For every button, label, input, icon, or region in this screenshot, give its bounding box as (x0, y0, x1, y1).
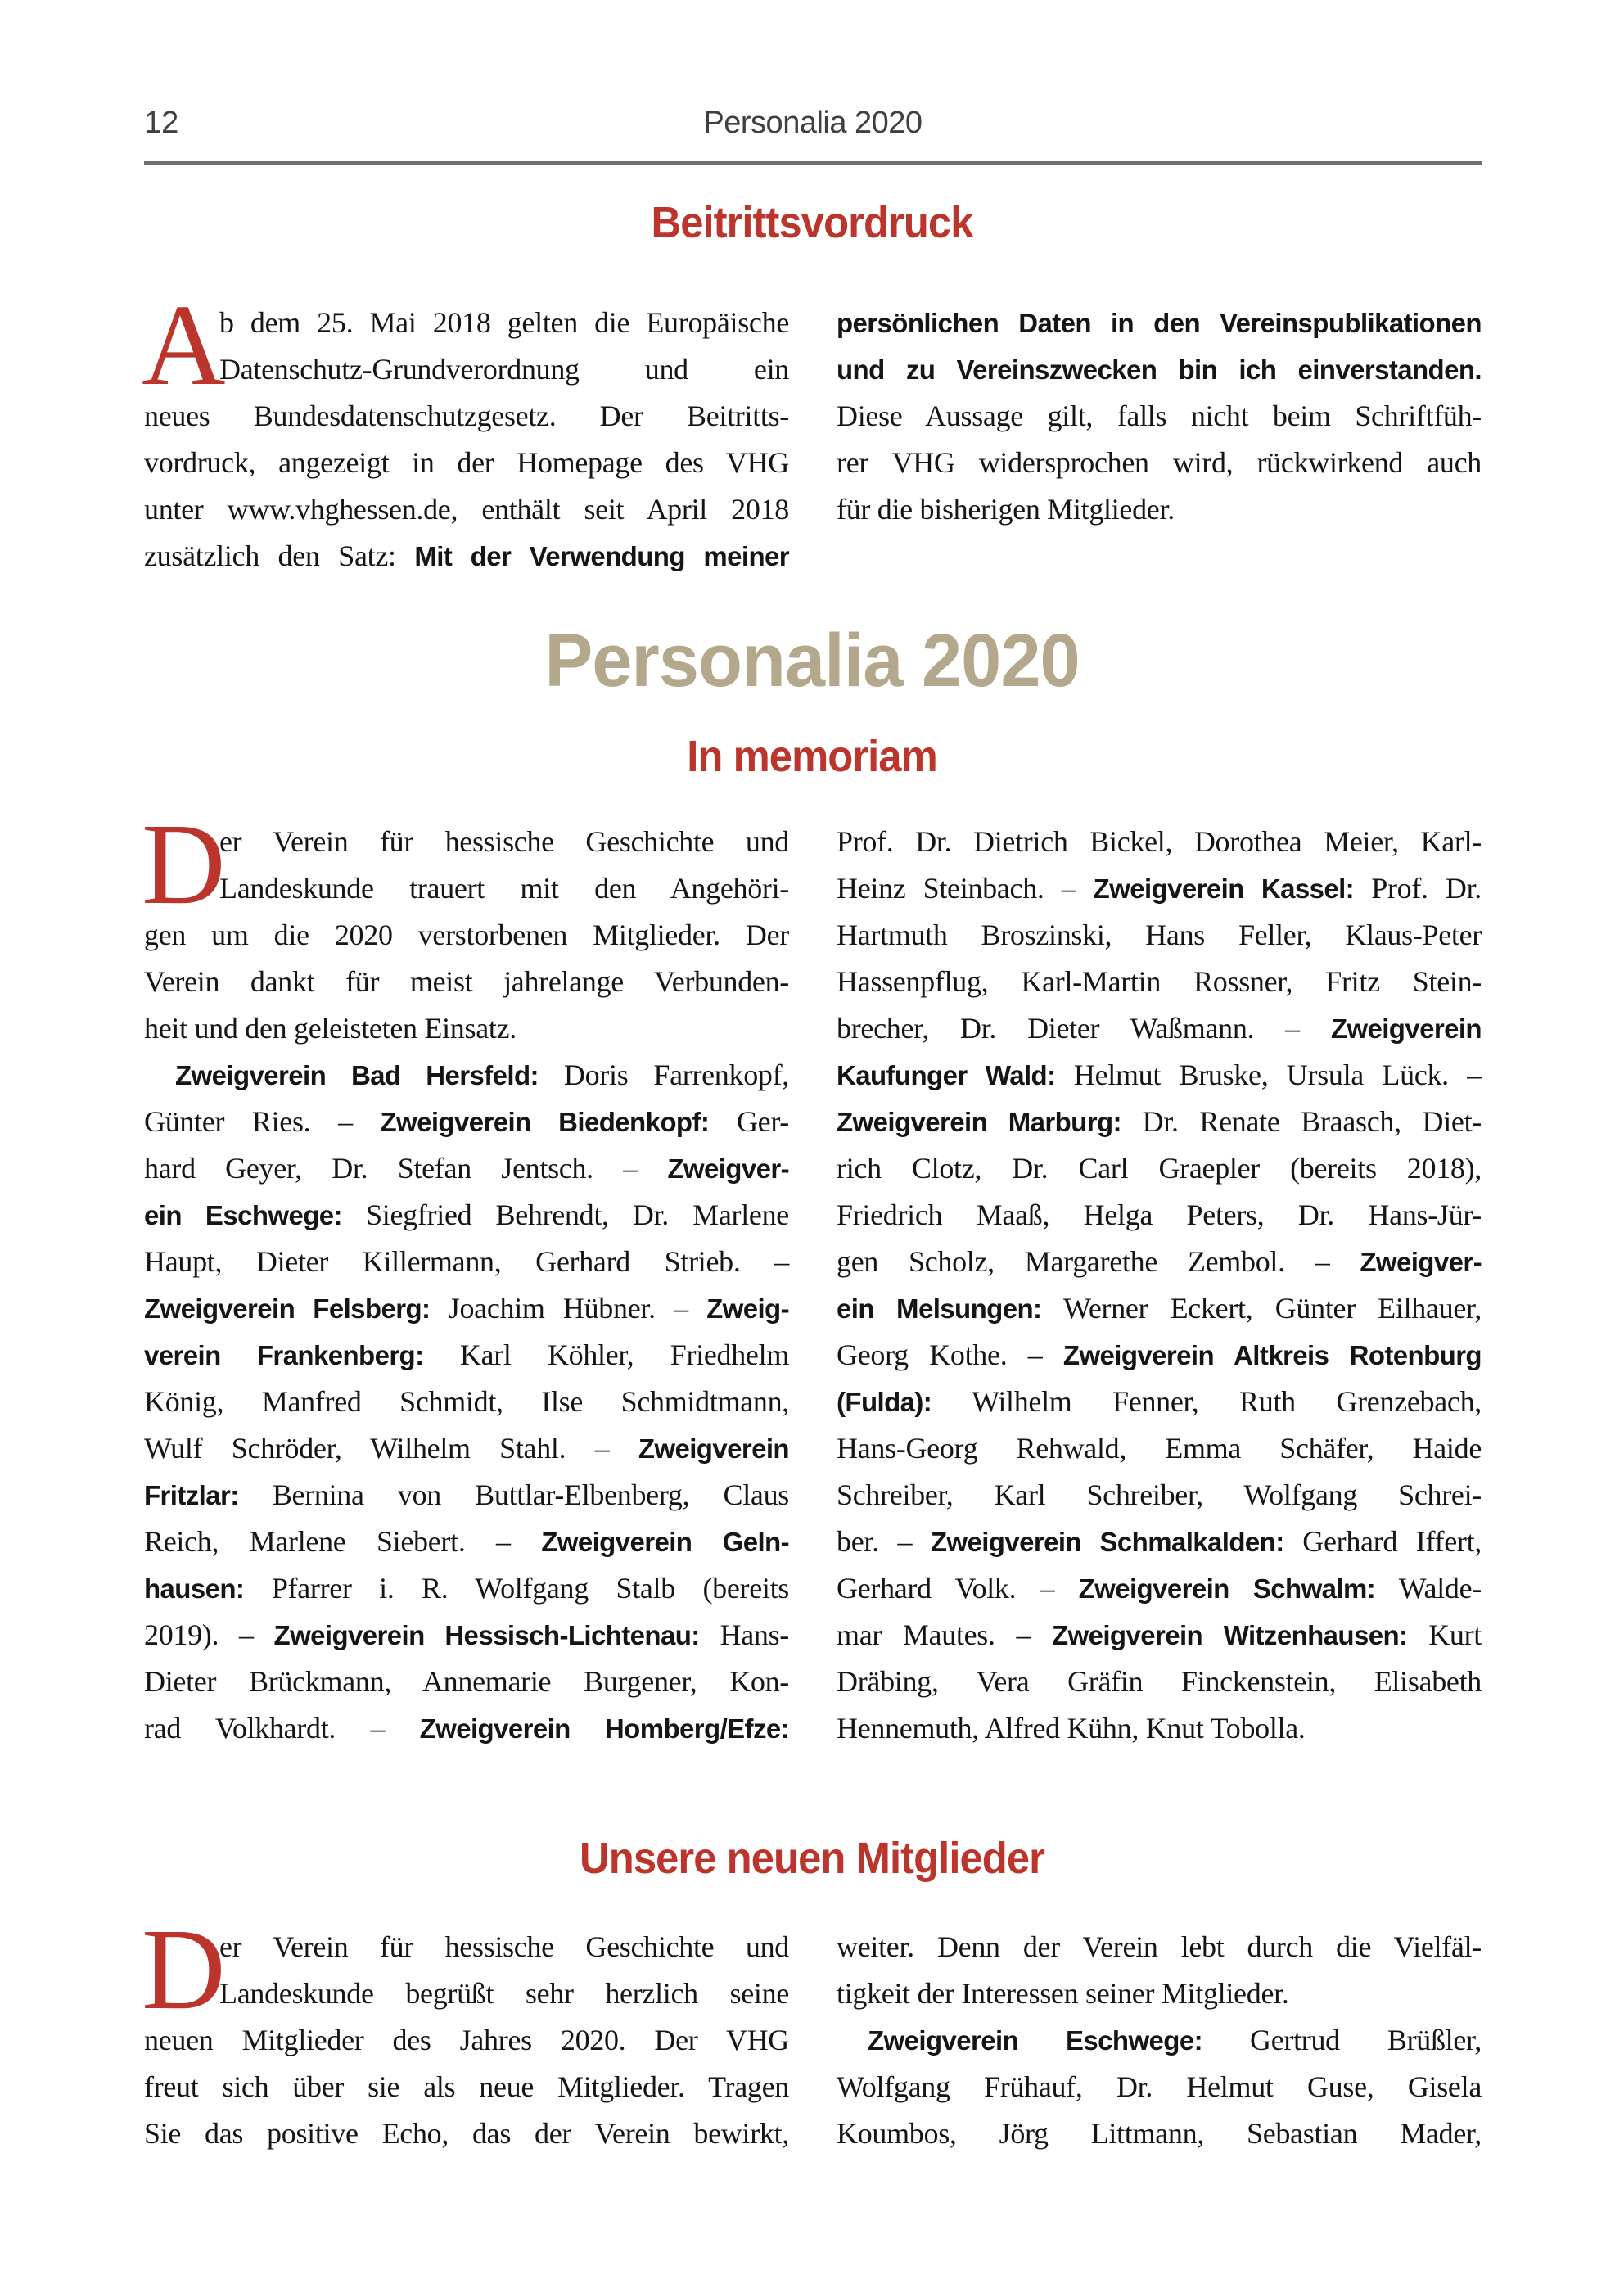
text-line: Landeskunde begrüßt sehr herzlich seine (219, 1977, 789, 2010)
text-line: Hennemuth, Alfred Kühn, Knut Tobolla. (837, 1712, 1306, 1745)
text-line: ein Melsungen: Werner Eckert, Günter Eilhauer, (837, 1292, 1482, 1325)
section-beitrittsvordruck (142, 280, 1482, 580)
column-text (837, 819, 1482, 1752)
section-in-memoriam (142, 799, 1482, 1752)
text-line: Diese Aussage gilt, falls nicht beim Schriftfüh- (837, 399, 1482, 432)
text-line: für die bisherigen Mitglieder. (837, 493, 1175, 526)
text-line: Wulf Schröder, Wilhelm Stahl. – Zweigverein (144, 1432, 789, 1465)
text-line: mar Mautes. – Zweigverein Witzenhausen: Kurt (837, 1618, 1482, 1651)
text-line: gen um die 2020 verstorbenen Mitglieder. Der (144, 919, 789, 951)
section-neue-mitglieder (142, 1904, 1482, 2157)
text-line: Schreiber, Karl Schreiber, Wolfgang Schrei- (837, 1478, 1482, 1511)
text-line: Hans-Georg Rehwald, Emma Schäfer, Haide (837, 1432, 1482, 1465)
text-line: rad Volkhardt. – Zweigverein Homberg/Efze: (144, 1712, 789, 1745)
text-line: heit und den geleisteten Einsatz. (144, 1012, 517, 1045)
text-line: Dräbing, Vera Gräfin Finckenstein, Elisabeth (837, 1665, 1482, 1698)
text-line: Reich, Marlene Siebert. – Zweigverein Geln- (144, 1525, 790, 1558)
text-line: ber. – Zweigverein Schmalkalden: Gerhard Iffert, (837, 1525, 1482, 1558)
column-left (142, 280, 790, 580)
text-line: ein Eschwege: Siegfried Behrendt, Dr. Marlene (144, 1198, 789, 1231)
text-line: unter www.vhghessen.de, enthält seit April 2018 (144, 493, 789, 526)
text-line: weiter. Denn der Verein lebt durch die Vielfäl- (837, 1930, 1482, 1963)
text-line: tigkeit der Interessen seiner Mitglieder. (837, 1977, 1289, 2010)
column-right (837, 1924, 1482, 2157)
text-line: Koumbos, Jörg Littmann, Sebastian Mader, (837, 2117, 1482, 2150)
text-line: Kaufunger Wald: Helmut Bruske, Ursula Lück. – (837, 1058, 1482, 1091)
running-title: Personalia 2020 (703, 106, 923, 140)
column-text (144, 300, 789, 580)
dropcap-d: D (142, 1904, 226, 2033)
section-heading-in-memoriam: In memoriam (687, 732, 937, 781)
text-line: Zweigverein Marburg: Dr. Renate Braasch, Diet- (837, 1105, 1482, 1138)
text-line: Landeskunde trauert mit den Angehöri- (219, 872, 789, 905)
column-text (144, 1924, 789, 2157)
column-left (142, 1904, 789, 2157)
section-heading-neue-mitglieder: Unsere neuen Mitglieder (580, 1834, 1044, 1883)
text-line: b dem 25. Mai 2018 gelten die Europäische (219, 306, 789, 339)
text-line: rer VHG widersprochen wird, rückwirkend auch (837, 446, 1482, 479)
text-line: freut sich über sie als neue Mitglieder. Tragen (144, 2070, 789, 2103)
section-heading-beitrittsvordruck: Beitrittsvordruck (651, 198, 973, 247)
dropcap-d: D (142, 799, 226, 928)
text-line: persönlichen Daten in den Vereinspublikationen (837, 308, 1482, 338)
text-line: Hassenpflug, Karl-Martin Rossner, Fritz Stein- (837, 965, 1482, 998)
text-line: rich Clotz, Dr. Carl Graepler (bereits 2018), (837, 1152, 1482, 1185)
text-line: neues Bundesdatenschutzgesetz. Der Beitritts- (144, 399, 789, 432)
text-line: Zweigverein Eschwege: Gertrud Brüßler, (868, 2024, 1482, 2056)
column-right (837, 819, 1482, 1752)
text-line: brecher, Dr. Dieter Waßmann. – Zweigverein (837, 1012, 1482, 1045)
text-line: er Verein für hessische Geschichte und (219, 825, 789, 858)
column-text (837, 1924, 1482, 2157)
page-header (144, 103, 1482, 142)
text-line: vordruck, angezeigt in der Homepage des VHG (144, 446, 789, 479)
text-line: Günter Ries. – Zweigverein Biedenkopf: Ger- (144, 1105, 789, 1138)
text-line: gen Scholz, Margarethe Zembol. – Zweigver- (837, 1245, 1482, 1278)
text-line: Sie das positive Echo, das der Verein bewirkt, (144, 2117, 789, 2150)
text-line: Gerhard Volk. – Zweigverein Schwalm: Walde- (837, 1572, 1482, 1605)
page-title: Personalia 2020 (544, 619, 1080, 702)
text-line: Verein dankt für meist jahrelange Verbunden- (144, 965, 789, 998)
text-line: hausen: Pfarrer i. R. Wolfgang Stalb (bereits (144, 1572, 789, 1605)
text-line: Friedrich Maaß, Helga Peters, Dr. Hans-Jür- (837, 1198, 1482, 1231)
text-line: Heinz Steinbach. – Zweigverein Kassel: Prof. Dr. (837, 872, 1482, 905)
column-left (142, 799, 790, 1752)
text-line: Hartmuth Broszinski, Hans Feller, Klaus-Peter (837, 919, 1482, 951)
text-line: Georg Kothe. – Zweigverein Altkreis Rotenburg (837, 1338, 1482, 1371)
text-line: hard Geyer, Dr. Stefan Jentsch. – Zweigver- (144, 1152, 789, 1185)
text-line: Wolfgang Frühauf, Dr. Helmut Guse, Gisela (837, 2070, 1482, 2103)
text-line: Prof. Dr. Dietrich Bickel, Dorothea Meier, Karl- (837, 825, 1482, 858)
text-line: Dieter Brückmann, Annemarie Burgener, Kon- (144, 1665, 789, 1698)
dropcap-a: A (142, 280, 226, 409)
text-line: 2019). – Zweigverein Hessisch-Lichtenau: Hans- (144, 1618, 789, 1651)
text-line: er Verein für hessische Geschichte und (219, 1930, 789, 1963)
text-line: (Fulda): Wilhelm Fenner, Ruth Grenzebach, (837, 1385, 1482, 1418)
column-text (837, 300, 1482, 533)
text-line: Zweigverein Bad Hersfeld: Doris Farrenkopf, (175, 1058, 789, 1091)
text-line: Haupt, Dieter Killermann, Gerhard Strieb. – (144, 1245, 789, 1278)
text-line: Fritzlar: Bernina von Buttlar-Elbenberg, Claus (144, 1478, 789, 1511)
text-line: König, Manfred Schmidt, Ilse Schmidtmann, (144, 1385, 789, 1418)
column-text (144, 819, 789, 1752)
text-line: Zweigverein Felsberg: Joachim Hübner. – Zweig- (144, 1292, 789, 1325)
page-number: 12 (144, 106, 179, 140)
column-right (837, 300, 1482, 580)
text-line: zusätzlich den Satz: Mit der Verwendung meiner (144, 539, 790, 572)
header-divider (144, 161, 1482, 165)
text-line: und zu Vereinszwecken bin ich einverstanden. (837, 354, 1482, 385)
text-line: neuen Mitglieder des Jahres 2020. Der VHG (144, 2024, 789, 2056)
text-line: Datenschutz-Grundverordnung und ein (219, 353, 789, 386)
text-line: verein Frankenberg: Karl Köhler, Friedhelm (144, 1338, 789, 1371)
